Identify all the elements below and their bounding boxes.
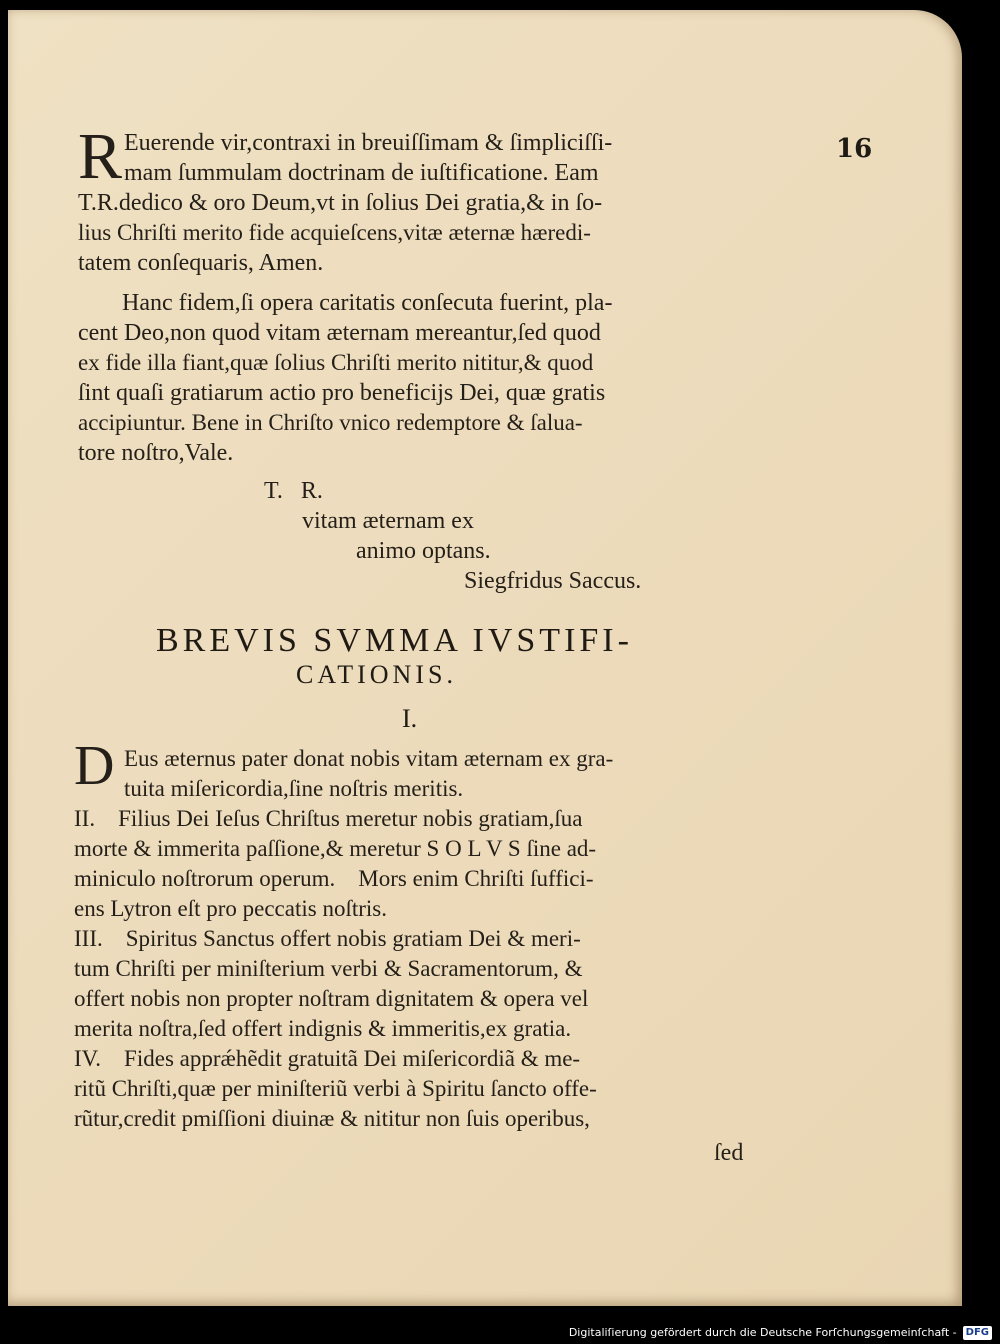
thesis-iii-line-2: tum Chriſti per miniſterium verbi & Sacramentorum, & [74,956,583,981]
dedication-line-1: Euerende vir,contraxi in breuiſſimam & ſimpliciſſi- [124,130,613,156]
dedication-dropcap: R [78,120,123,193]
page-number: 16 [836,134,873,164]
thesis-ii-line-3: miniculo noſtrorum operum. Mors enim Chriſti ſuffici- [74,866,594,891]
signature: Siegfridus Saccus. [464,568,642,594]
dedication-para2-line-5: accipiuntur. Bene in Chriſto vnico redemptore & ſalua- [78,410,583,435]
digitization-credit-bar [0,1322,1000,1344]
thesis-iii-line-3: offert nobis non propter noſtram dignitatem & opera vel [74,986,589,1011]
thesis-dropcap: D [74,735,115,797]
book-page [8,10,962,1306]
dedication-line-2: mam ſummulam doctrinam de iuſtificatione. Eam [124,160,599,186]
dedication-line-4: lius Chriſti merito fide acquieſcens,vitæ æternæ hæredi- [78,220,591,245]
funding-credit-text: Digitaliſierung gefördert durch die Deutsche Forſchungsgemeinſchaft - [568,1326,957,1339]
closing-line-1: vitam æternam ex [302,508,474,534]
thesis-number-i: I. [402,704,418,733]
dfg-logo: DFG [963,1326,992,1340]
thesis-i-line-2: tuita miſericordia,ſine noſtris meritis. [124,776,464,801]
thesis-iii-line-4: merita noſtra,ſed offert indignis & immeritis,ex gratia. [74,1016,572,1041]
thesis-i-line-1: Eus æternus pater donat nobis vitam æternam ex gra- [124,746,614,771]
dedication-para2-line-3: ex fide illa fiant,quæ ſolius Chriſti merito nititur,& quod [78,350,594,375]
dedication-para2-line-4: ſint quaſi gratiarum actio pro beneficijs Dei, quæ gratis [78,380,606,406]
thesis-iv-line-2: ritũ Chriſti,quæ per miniſteriũ verbi à Spiritu ſancto offe- [74,1076,597,1101]
dedication-para2-line-2: cent Deo,non quod vitam æternam mereantur,ſed quod [78,320,601,346]
section-heading-line-1: BREVIS SVMMA IVSTIFI- [156,622,633,659]
thesis-ii-line-1: II. Filius Dei Ieſus Chriſtus meretur nobis gratiam,ſua [74,806,583,831]
thesis-ii-line-4: ens Lytron eſt pro peccatis noſtris. [74,896,387,921]
closing-line-2: animo optans. [356,538,491,564]
thesis-iv-line-3: rũtur,credit pmiſſioni diuinæ & nititur non ſuis operibus, [74,1106,590,1131]
catchword: ſed [714,1140,744,1166]
section-heading-line-2: CATIONIS. [296,660,457,689]
thesis-iv-line-1: IV. Fides apprǽhẽdit gratuitã Dei miſericordiã & me- [74,1046,581,1071]
thesis-ii-line-2: morte & immerita paſſione,& meretur S O L V S ſine ad- [74,836,597,861]
dedication-para2-line-6: tore noſtro,Vale. [78,440,234,466]
dedication-line-3: T.R.dedico & oro Deum,vt in ſolius Dei gratia,& in ſo- [78,190,603,216]
closing-initials: T. R. [264,478,323,504]
thesis-iii-line-1: III. Spiritus Sanctus offert nobis gratiam Dei & meri- [74,926,581,951]
dedication-line-5: tatem conſequaris, Amen. [78,250,324,276]
dedication-para2-line-1: Hanc fidem,ſi opera caritatis conſecuta fuerint, pla- [122,290,613,316]
